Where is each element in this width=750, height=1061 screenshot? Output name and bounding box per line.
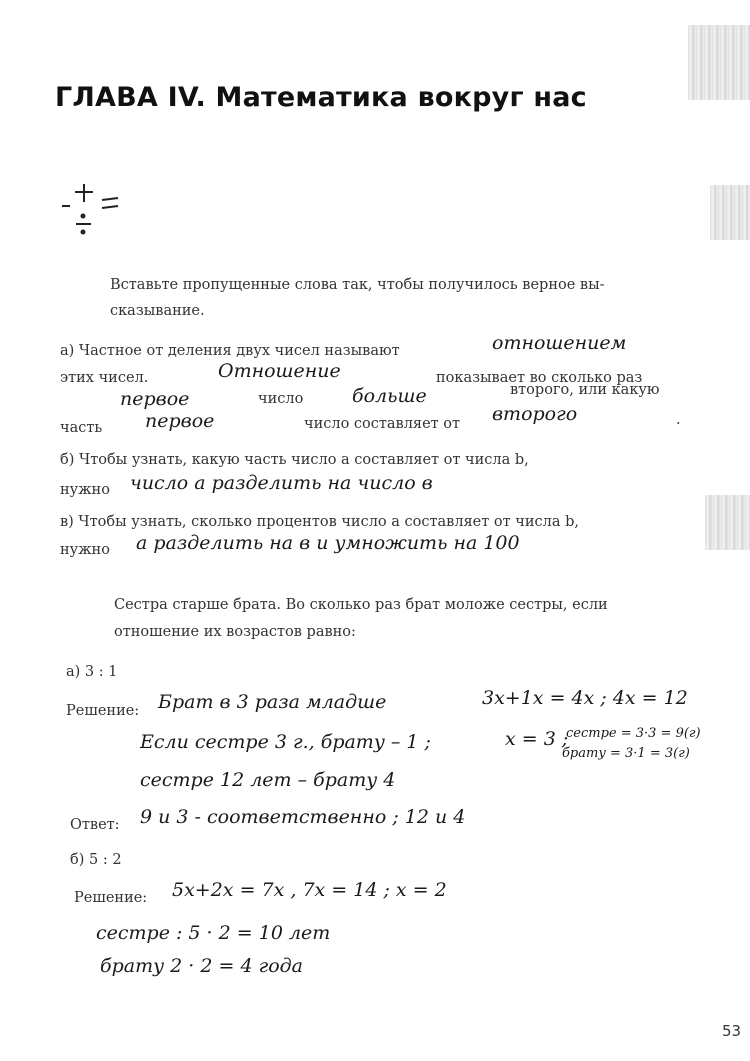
task2-intro-line1: Сестра старше брата. Во сколько раз брат моложе сестры, если [114,597,608,613]
task2-b-label: б) 5 : 2 [70,852,122,868]
task2-a-equation2: x = 3 ; [505,728,569,750]
task2-a-answer: 9 и 3 - соответственно ; 12 и 4 [140,806,466,828]
task2-intro-line2: отношение их возрастов равно: [114,624,356,640]
page-number: 53 [722,1022,742,1040]
math-operations-icon [60,178,130,248]
task2-a-equation1: 3x+1x = 4x ; 4x = 12 [482,687,688,709]
scan-edge-mid [710,185,750,240]
task2-a-solution-line2: Если сестре 3 г., брату – 1 ; [140,731,431,753]
task1-b-line1: б) Чтобы узнать, какую часть число a составляет от числа b, [60,452,529,468]
task1-c-answer: а разделить на в и умножить на 100 [136,532,520,554]
scan-edge-low [705,495,750,550]
task2-a-solution-line3: сестре 12 лет – брату 4 [140,769,396,791]
task1-intro-line1: Вставьте пропущенные слова так, чтобы получилось верное вы- [110,277,605,293]
task2-b-solution-line2: сестре : 5 · 2 = 10 лет [96,922,331,944]
task1-a-line3-end: второго, или какую [510,382,660,398]
task1-a-answer2: Отношение [218,360,341,382]
task1-a-line4-mid: число составляет от [304,416,461,432]
task2-a-solution-line1: Брат в 3 раза младше [158,691,387,713]
task1-a-line2-start: этих чисел. [60,370,149,386]
task2-a-equation3: сестре = 3·3 = 9(г) [566,726,701,741]
task1-b-line2: нужно [60,482,110,498]
task1-a-line3-mid: число [258,391,304,407]
task2-a-solution-label: Решение: [66,703,140,719]
task1-a-answer5: первое [145,410,215,432]
task1-a-line2-end: показывает во сколько раз [436,370,643,386]
task2-a-label: а) 3 : 1 [66,664,118,680]
task1-a-answer4: больше [352,385,427,407]
task1-c-line2: нужно [60,542,110,558]
scan-edge-top [688,25,750,100]
task1-a-answer1: отношением [492,332,627,354]
task2-a-answer-label: Ответ: [70,817,120,833]
chapter-title: ГЛАВА IV. Математика вокруг нас [55,82,587,113]
task1-b-answer: число а разделить на число в [130,472,433,494]
task1-a-answer6: второго [492,403,578,425]
task2-b-solution-line1: 5x+2x = 7x , 7x = 14 ; x = 2 [172,879,447,901]
task1-a-dot: . [676,412,681,428]
task2-b-solution-label: Решение: [74,890,148,906]
task2-a-equation4: брату = 3·1 = 3(г) [562,746,690,761]
task2-b-solution-line3: брату 2 · 2 = 4 года [100,955,303,977]
task1-a-line1: а) Частное от деления двух чисел называют [60,343,400,359]
task1-intro-line2: сказывание. [110,303,205,319]
task1-c-line1: в) Чтобы узнать, сколько процентов число a составляет от числа b, [60,514,579,530]
task1-a-answer3: первое [120,388,190,410]
task1-a-line4-start: часть [60,420,103,436]
